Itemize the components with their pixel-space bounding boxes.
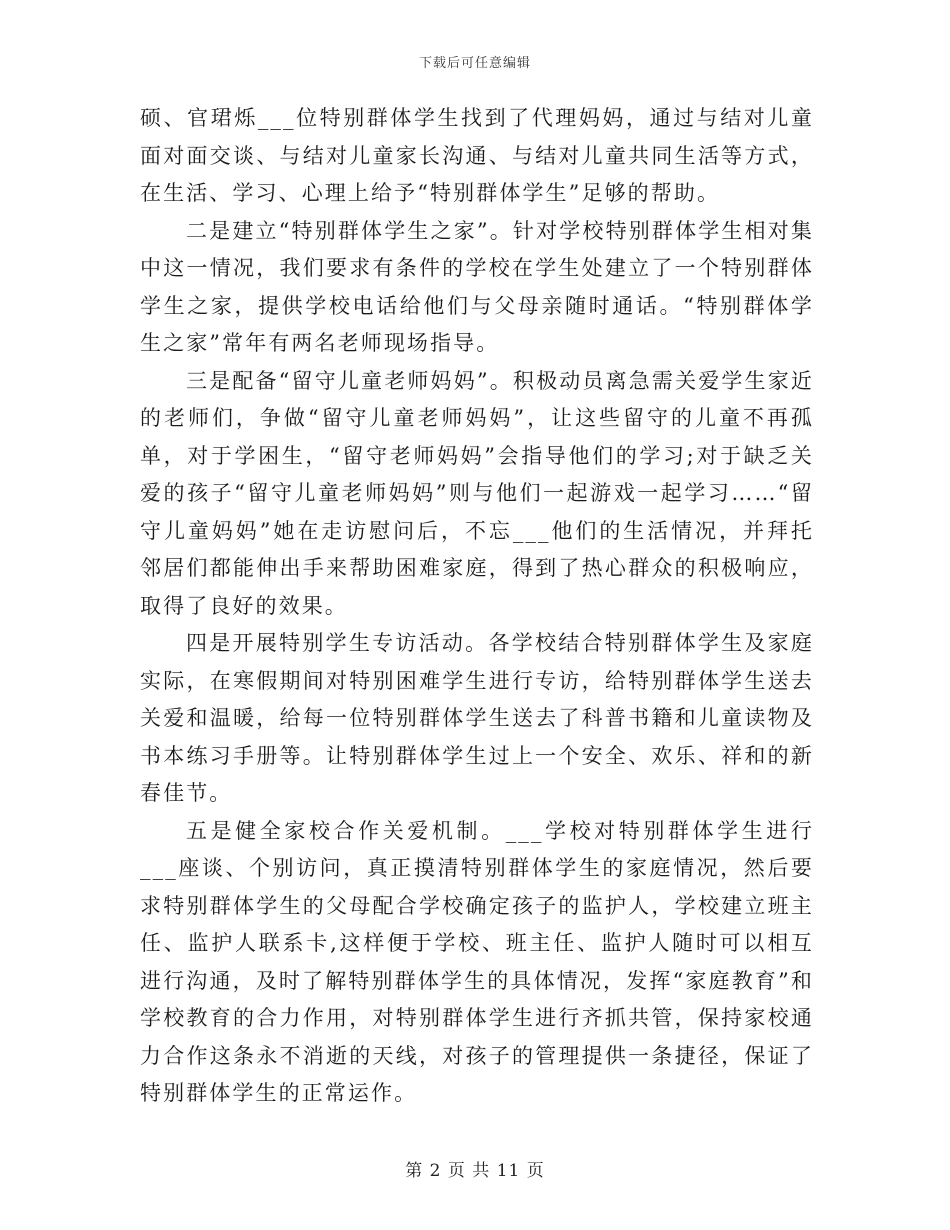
paragraph-continuation: 硕、官珺烁___位特别群体学生找到了代理妈妈，通过与结对儿童面对面交谈、与结对儿童家长沟通、与结对儿童共同生活等方式，在生活、学习、心理上给予“特别群体学生”足够的帮助。 bbox=[140, 106, 814, 205]
paragraph-3-teacher-mothers: 三是配备“留守儿童老师妈妈”。积极动员离急需关爱学生家近的老师们，争做“留守儿童老师妈妈”，让这些留守的儿童不再孤单，对于学困生，“留守老师妈妈”会指导他们的学习;对于缺乏关爱的孩子“留守儿童老师妈妈”则与他们一起游戏一起学习……“留守儿童妈妈”她在走访慰问后，不忘___他们的生活情况，并拜托邻居们都能伸出手来帮助困难家庭，得到了热心群众的积极响应，取得了良好的效果。 bbox=[140, 368, 814, 618]
document-body bbox=[140, 100, 814, 1113]
paragraph-4-special-visits: 四是开展特别学生专访活动。各学校结合特别群体学生及家庭实际，在寒假期间对特别困难学生进行专访，给特别群体学生送去关爱和温暖，给每一位特别群体学生送去了科普书籍和儿童读物及书本练习手册等。让特别群体学生过上一个安全、欢乐、祥和的新春佳节。 bbox=[140, 631, 814, 805]
page-header: 下载后可任意编辑 bbox=[418, 56, 531, 71]
paragraph-5-home-school-cooperation: 五是健全家校合作关爱机制。___学校对特别群体学生进行___座谈、个别访问，真正摸清特别群体学生的家庭情况，然后要求特别群体学生的父母配合学校确定孩子的监护人，学校建立班主任、监护人联系卡,这样便于学校、班主任、监护人随时可以相互进行沟通，及时了解特别群体学生的具体情况，发挥“家庭教育”和学校教育的合力作用，对特别群体学生进行齐抓共管，保持家校通力合作这条永不消逝的天线，对孩子的管理提供一条捷径，保证了特别群体学生的正常运作。 bbox=[140, 818, 814, 1105]
page-number-footer: 第 2 页 共 11 页 bbox=[405, 1161, 545, 1181]
paragraph-2-student-home: 二是建立“特别群体学生之家”。针对学校特别群体学生相对集中这一情况，我们要求有条件的学校在学生处建立了一个特别群体学生之家，提供学校电话给他们与父母亲随时通话。“特别群体学生之家”常年有两名老师现场指导。 bbox=[140, 218, 814, 355]
